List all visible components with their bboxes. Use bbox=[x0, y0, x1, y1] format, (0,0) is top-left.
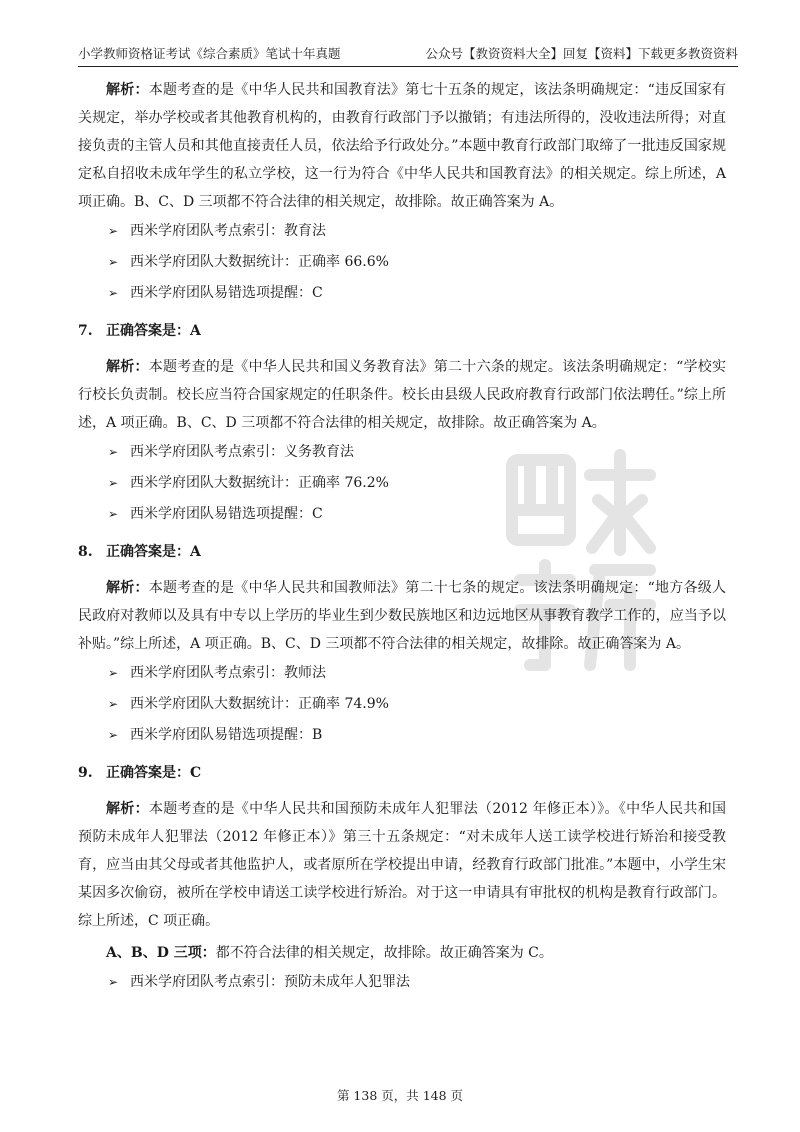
page-header bbox=[78, 44, 738, 67]
answer-text: 正确答案是：C bbox=[106, 765, 202, 781]
bullet-item bbox=[78, 278, 726, 309]
bullet-text: 西米学府团队大数据统计：正确率 66.6% bbox=[130, 254, 389, 270]
analysis-8 bbox=[78, 574, 726, 658]
bullet-item bbox=[78, 967, 726, 998]
answer-text: 正确答案是：A bbox=[106, 323, 201, 339]
answer-text: 正确答案是：A bbox=[106, 544, 201, 560]
bullet-item bbox=[78, 468, 726, 499]
arrow-bullet-icon: ➢ bbox=[108, 666, 119, 680]
analysis-label: 解析： bbox=[106, 359, 149, 375]
bullet-item bbox=[78, 499, 726, 530]
question-number: 7. bbox=[78, 323, 93, 339]
bullet-item bbox=[78, 658, 726, 689]
bullet-text: 西米学府团队考点索引：义务教育法 bbox=[130, 444, 354, 460]
analysis-text: 本题考查的是《中华人民共和国义务教育法》第二十六条的规定。该法条明确规定：“学校实行校长负责制。校长应当符合国家规定的任职条件。校长由县级人民政府教育行政部门依法聘任。”综上所述，A 项正确。B、C、D 三项都不符合法律的相关规定，故排除。故正确答案为 A。 bbox=[78, 359, 727, 431]
arrow-bullet-icon: ➢ bbox=[108, 445, 119, 459]
analysis-label: 解析： bbox=[106, 580, 149, 596]
bullet-text: 西米学府团队大数据统计：正确率 76.2% bbox=[130, 475, 389, 491]
bullet-item bbox=[78, 247, 726, 278]
question-7-answer bbox=[78, 317, 726, 345]
analysis-text: 本题考查的是《中华人民共和国预防未成年人犯罪法（2012 年修正本）》。《中华人民共和国预防未成年人犯罪法（2012 年修正本）》第三十五条规定：“对未成年人送工读学校进行矫治和接受教育，应当由其父母或者其他监护人，或者原所在学校提出申请，经教育行政部门批准。”本题中，小学生宋某因多次偷窃，被所在学校申请送工读学校进行矫治。对于这一申请具有审批权的机构是教育行政部门。综上所述，C 项正确。 bbox=[78, 801, 727, 929]
arrow-bullet-icon: ➢ bbox=[108, 975, 119, 989]
analysis-9 bbox=[78, 795, 726, 935]
options-text: 都不符合法律的相关规定，故排除。故正确答案为 C。 bbox=[215, 945, 553, 961]
header-promo: 公众号【教资资料大全】回复【资料】下载更多教资资料 bbox=[425, 46, 738, 61]
bullet-text: 西米学府团队考点索引：教育法 bbox=[130, 223, 326, 239]
options-label: A、B、D 三项： bbox=[106, 945, 216, 961]
arrow-bullet-icon: ➢ bbox=[108, 697, 119, 711]
bullet-text: 西米学府团队易错选项提醒：B bbox=[130, 727, 323, 743]
question-number: 9. bbox=[78, 765, 93, 781]
page-footer: 第 138 页，共 148 页 bbox=[336, 1088, 464, 1103]
arrow-bullet-icon: ➢ bbox=[108, 224, 119, 238]
page-content bbox=[78, 76, 726, 998]
bullet-text: 西米学府团队考点索引：预防未成年人犯罪法 bbox=[130, 974, 410, 990]
bullet-text: 西米学府团队易错选项提醒：C bbox=[130, 285, 323, 301]
options-explanation bbox=[78, 939, 726, 967]
bullet-item bbox=[78, 689, 726, 720]
analysis-text: 本题考查的是《中华人民共和国教师法》第二十七条的规定。该法条明确规定：“地方各级人民政府对教师以及具有中专以上学历的毕业生到少数民族地区和边远地区从事教育教学工作的，应当予以补贴。”综上所述，A 项正确。B、C、D 三项都不符合法律的相关规定，故排除。故正确答案为 A。 bbox=[78, 580, 727, 652]
analysis-label: 解析： bbox=[106, 801, 149, 817]
arrow-bullet-icon: ➢ bbox=[108, 476, 119, 490]
analysis-text: 本题考查的是《中华人民共和国教育法》第七十五条的规定，该法条明确规定：“违反国家有关规定，举办学校或者其他教育机构的，由教育行政部门予以撤销；有违法所得的，没收违法所得；对直接负责的主管人员和其他直接责任人员，依法给予行政处分。”本题中教育行政部门取缔了一批违反国家规定私自招收未成年学生的私立学校，这一行为符合《中华人民共和国教育法》的相关规定。综上所述，A 项正确。B、C、D 三项都不符合法律的相关规定，故排除。故正确答案为 A。 bbox=[78, 82, 727, 210]
arrow-bullet-icon: ➢ bbox=[108, 728, 119, 742]
analysis-6 bbox=[78, 76, 726, 216]
question-number: 8. bbox=[78, 544, 93, 560]
question-8-answer bbox=[78, 538, 726, 566]
bullet-text: 西米学府团队大数据统计：正确率 74.9% bbox=[130, 696, 389, 712]
arrow-bullet-icon: ➢ bbox=[108, 255, 119, 269]
analysis-7 bbox=[78, 353, 726, 437]
bullet-text: 西米学府团队易错选项提醒：C bbox=[130, 506, 323, 522]
bullet-text: 西米学府团队考点索引：教师法 bbox=[130, 665, 326, 681]
bullet-item bbox=[78, 437, 726, 468]
bullet-item bbox=[78, 216, 726, 247]
bullet-item bbox=[78, 720, 726, 751]
question-9-answer bbox=[78, 759, 726, 787]
arrow-bullet-icon: ➢ bbox=[108, 286, 119, 300]
arrow-bullet-icon: ➢ bbox=[108, 507, 119, 521]
analysis-label: 解析： bbox=[106, 82, 149, 98]
header-title: 小学教师资格证考试《综合素质》笔试十年真题 bbox=[78, 46, 341, 61]
